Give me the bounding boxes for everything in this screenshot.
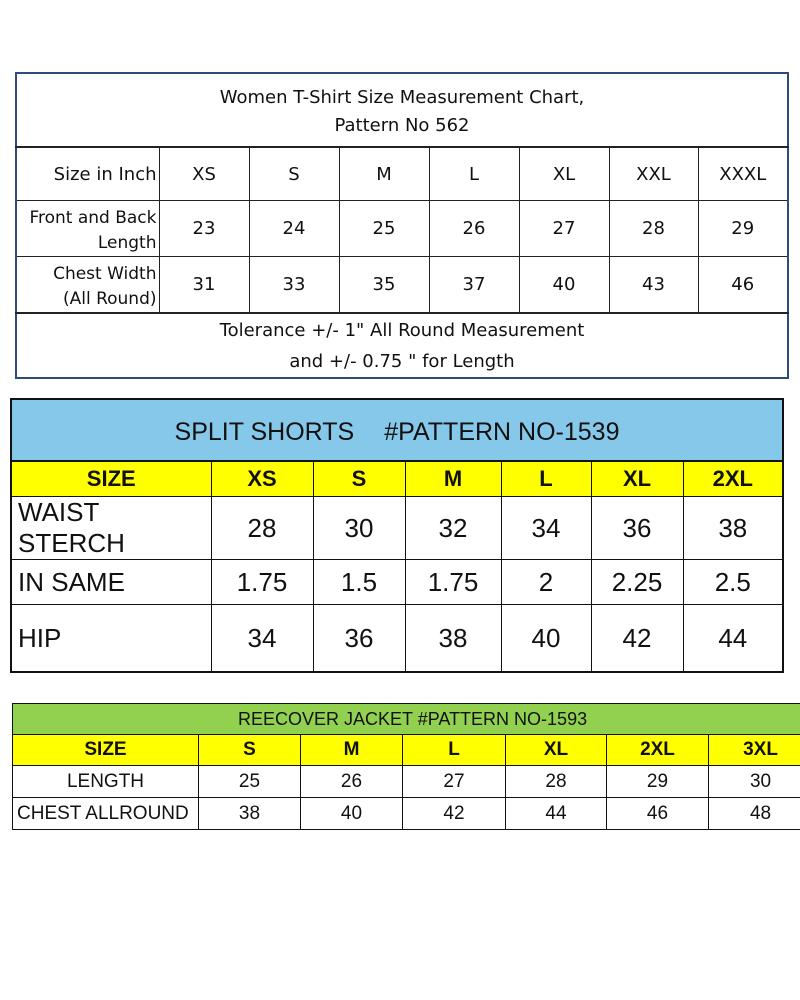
- jacket-chart-title: REECOVER JACKET #PATTERN NO-1593: [13, 704, 800, 735]
- tshirt-footer-line2: and +/- 0.75 " for Length: [289, 350, 515, 372]
- tshirt-chart-title: [16, 73, 788, 147]
- jacket-cell: 29: [607, 766, 709, 798]
- shorts-size-chart: [10, 398, 784, 673]
- tshirt-size-header: XXL: [609, 147, 698, 201]
- jacket-row-label: CHEST ALLROUND: [13, 798, 199, 830]
- shorts-row-label: IN SAME: [11, 560, 211, 605]
- shorts-cell: 34: [211, 605, 313, 673]
- tshirt-cell: 26: [429, 201, 519, 257]
- shorts-size-header: L: [501, 461, 591, 497]
- jacket-row-label: LENGTH: [13, 766, 199, 798]
- tshirt-cell: 46: [698, 257, 788, 314]
- tshirt-row-chest: [16, 257, 788, 314]
- shorts-size-header: M: [405, 461, 501, 497]
- tshirt-row-label: [16, 257, 159, 314]
- shorts-cell: 44: [683, 605, 783, 673]
- tshirt-size-chart: [15, 72, 789, 379]
- tshirt-row-label-line1: Chest Width: [53, 264, 157, 284]
- shorts-header-row: [11, 461, 783, 497]
- jacket-cell: 27: [403, 766, 506, 798]
- shorts-cell: 38: [405, 605, 501, 673]
- shorts-cell: 42: [591, 605, 683, 673]
- shorts-cell: 34: [501, 497, 591, 560]
- shorts-chart-title: [11, 399, 783, 461]
- tshirt-footer-line1: Tolerance +/- 1" All Round Measurement: [219, 319, 585, 341]
- shorts-cell: 2.25: [591, 560, 683, 605]
- jacket-cell: 28: [506, 766, 607, 798]
- tshirt-cell: 27: [519, 201, 609, 257]
- shorts-row-hip: [11, 605, 783, 673]
- tshirt-row-length: [16, 201, 788, 257]
- jacket-cell: 38: [199, 798, 301, 830]
- jacket-cell: 48: [709, 798, 800, 830]
- jacket-row-chest: [13, 798, 800, 830]
- tshirt-cell: 40: [519, 257, 609, 314]
- shorts-header-label: SIZE: [11, 461, 211, 497]
- tshirt-row-label-line2: (All Round): [62, 289, 157, 309]
- shorts-size-header: XL: [591, 461, 683, 497]
- jacket-size-header: L: [403, 735, 506, 766]
- jacket-cell: 42: [403, 798, 506, 830]
- shorts-size-header: XS: [211, 461, 313, 497]
- shorts-row-label: HIP: [11, 605, 211, 673]
- shorts-row-inseam: [11, 560, 783, 605]
- shorts-cell: 1.75: [405, 560, 501, 605]
- tshirt-cell: 43: [609, 257, 698, 314]
- shorts-title-name: SPLIT SHORTS: [174, 417, 355, 446]
- jacket-cell: 44: [506, 798, 607, 830]
- shorts-size-header: S: [313, 461, 405, 497]
- jacket-size-chart: [12, 703, 800, 830]
- shorts-cell: 1.75: [211, 560, 313, 605]
- tshirt-title-line1: Women T-Shirt Size Measurement Chart,: [219, 87, 585, 108]
- tshirt-cell: 35: [339, 257, 429, 314]
- tshirt-header-row: [16, 147, 788, 201]
- shorts-size-header: 2XL: [683, 461, 783, 497]
- shorts-cell: 32: [405, 497, 501, 560]
- tshirt-header-label: Size in Inch: [16, 147, 159, 201]
- tshirt-cell: 25: [339, 201, 429, 257]
- tshirt-title-line2: Pattern No 562: [334, 115, 470, 136]
- shorts-cell: 1.5: [313, 560, 405, 605]
- tshirt-row-label-line2: Length: [97, 233, 157, 253]
- tshirt-size-header: L: [429, 147, 519, 201]
- shorts-cell: 40: [501, 605, 591, 673]
- jacket-cell: 46: [607, 798, 709, 830]
- tshirt-cell: 33: [249, 257, 339, 314]
- tshirt-cell: 31: [159, 257, 249, 314]
- shorts-cell: 30: [313, 497, 405, 560]
- jacket-cell: 26: [301, 766, 403, 798]
- jacket-header-label: SIZE: [13, 735, 199, 766]
- tshirt-size-header: S: [249, 147, 339, 201]
- tshirt-row-label-line1: Front and Back: [29, 208, 157, 228]
- jacket-cell: 30: [709, 766, 800, 798]
- tshirt-cell: 23: [159, 201, 249, 257]
- jacket-size-header: XL: [506, 735, 607, 766]
- tshirt-tolerance-note: [16, 313, 788, 378]
- shorts-cell: 38: [683, 497, 783, 560]
- shorts-cell: 36: [591, 497, 683, 560]
- shorts-cell: 2: [501, 560, 591, 605]
- jacket-cell: 25: [199, 766, 301, 798]
- tshirt-cell: 24: [249, 201, 339, 257]
- shorts-title-pattern: #PATTERN NO-1539: [384, 417, 620, 446]
- shorts-cell: 2.5: [683, 560, 783, 605]
- jacket-header-row: [13, 735, 800, 766]
- jacket-size-header: 2XL: [607, 735, 709, 766]
- jacket-size-header: S: [199, 735, 301, 766]
- tshirt-row-label: [16, 201, 159, 257]
- jacket-cell: 40: [301, 798, 403, 830]
- tshirt-size-header: XS: [159, 147, 249, 201]
- tshirt-cell: 28: [609, 201, 698, 257]
- tshirt-size-header: M: [339, 147, 429, 201]
- tshirt-cell: 37: [429, 257, 519, 314]
- jacket-row-length: [13, 766, 800, 798]
- jacket-size-header: M: [301, 735, 403, 766]
- shorts-cell: 28: [211, 497, 313, 560]
- tshirt-size-header: XXXL: [698, 147, 788, 201]
- shorts-row-waist: [11, 497, 783, 560]
- tshirt-size-header: XL: [519, 147, 609, 201]
- jacket-size-header: 3XL: [709, 735, 800, 766]
- shorts-row-label: WAIST STERCH: [11, 497, 211, 560]
- tshirt-cell: 29: [698, 201, 788, 257]
- shorts-cell: 36: [313, 605, 405, 673]
